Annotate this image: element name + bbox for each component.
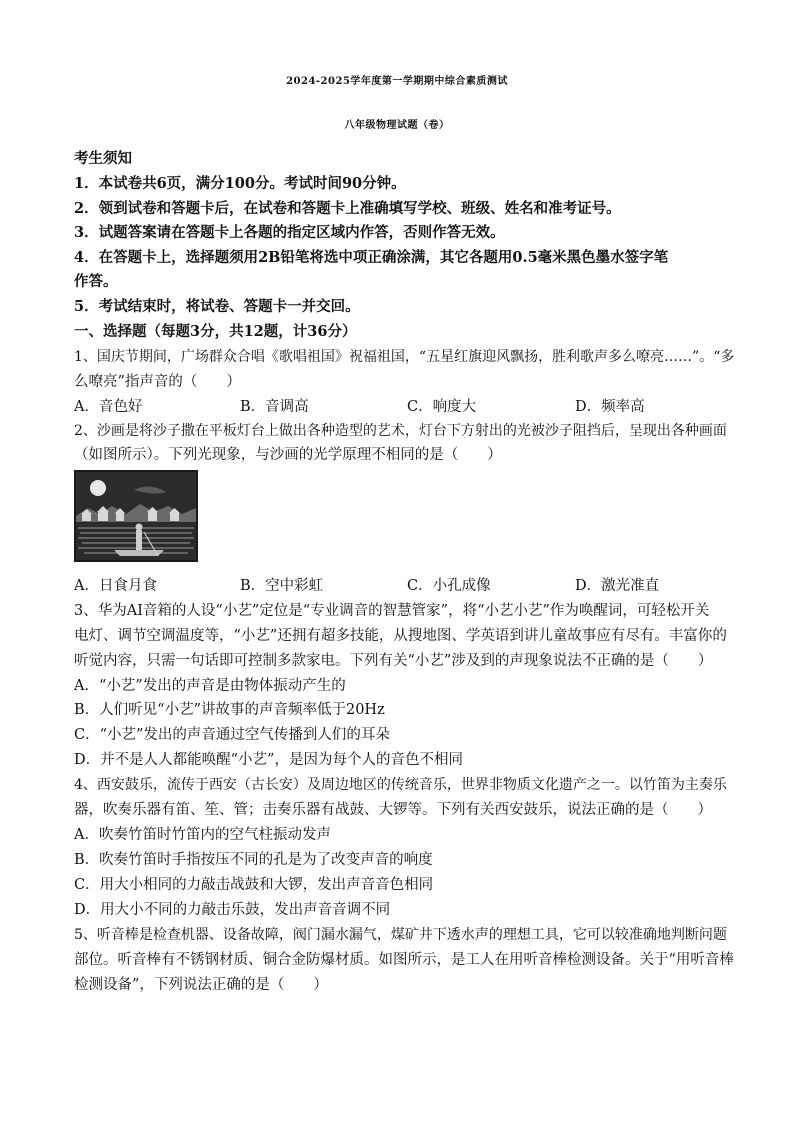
- q2-option-d: D．激光准直: [575, 578, 660, 594]
- q2-option-c: C．小孔成像: [407, 578, 491, 594]
- q2-option-b: B．空中彩虹: [240, 578, 324, 594]
- question-5-line: 5、听音棒是检查机器、设备故障，阀门漏水漏气，煤矿井下透水声的理想工具，它可以较准确地判断问题: [74, 927, 727, 943]
- q3-option-b: B．人们听见“小艺”讲故事的声音频率低于20Hz: [74, 702, 385, 718]
- sand-painting-image: [74, 470, 198, 562]
- question-4-line: 4、西安鼓乐，流传于西安（古长安）及周边地区的传统音乐，世界非物质文化遗产之一。以竹笛为主奏乐: [74, 777, 727, 793]
- question-3-line: 电灯、调节空调温度等，“小艺”还拥有超多技能，从搜地图、学英语到讲儿童故事应有尽有。丰富你的: [74, 628, 727, 644]
- question-1-line: 么嘹亮”指声音的（ ）: [74, 374, 241, 390]
- question-5-line: 检测设备”，下列说法正确的是（ ）: [74, 977, 328, 993]
- q4-option-d: D．用大小不同的力敲击乐鼓，发出声音音调不同: [74, 902, 391, 918]
- exam-title: 2024-2025学年度第一学期期中综合素质测试: [286, 76, 508, 87]
- q1-option-d: D．频率高: [575, 399, 645, 415]
- q1-option-a: A．音色好: [74, 399, 143, 415]
- section-heading: 一、选择题（每题3分，共12题，计36分）: [74, 323, 357, 340]
- exam-subtitle: 八年级物理试题（卷）: [344, 120, 450, 131]
- question-3-line: 3、华为AI音箱的人设“小艺”定位是“专业调音的智慧管家”，将“小艺小艺”作为唤醒词，可轻松开关: [74, 603, 710, 619]
- question-5-line: 部位。听音棒有不锈钢材质、铜合金防爆材质。如图所示，是工人在用听音棒检测设备。关于“用听音棒: [74, 952, 734, 968]
- question-3-line: 听觉内容，只需一句话即可控制多款家电。下列有关“小艺”涉及到的声现象说法不正确的是（ ）: [74, 653, 713, 669]
- question-2-line: 2、沙画是将沙子撒在平板灯台上做出各种造型的艺术，灯台下方射出的光被沙子阻挡后，呈现出各种画面: [74, 423, 727, 439]
- q3-option-a: A．“小艺”发出的声音是由物体振动产生的: [74, 678, 346, 694]
- notice-item: 作答。: [74, 273, 118, 290]
- question-2-line: （如图所示）。下列光现象，与沙画的光学原理不相同的是（ ）: [74, 447, 502, 463]
- notice-item: 4．在答题卡上，选择题须用2B铅笔将选中项正确涂满，其它各题用0.5毫米黑色墨水签字笔: [74, 249, 669, 266]
- q3-option-c: C．“小艺”发出的声音通过空气传播到人们的耳朵: [74, 727, 390, 743]
- notice-item: 3．试题答案请在答题卡上各题的指定区域内作答，否则作答无效。: [74, 224, 505, 241]
- question-4-line: 器，吹奏乐器有笛、笙、管；击奏乐器有战鼓、大锣等。下列有关西安鼓乐，说法正确的是（ ）: [74, 802, 712, 818]
- notice-heading: 考生须知: [74, 150, 132, 167]
- question-1-line: 1、国庆节期间，广场群众合唱《歌唱祖国》祝福祖国，“五星红旗迎风飘扬，胜利歌声多么嘹亮……”。“多: [74, 349, 735, 365]
- q4-option-c: C．用大小相同的力敲击战鼓和大锣，发出声音音色相同: [74, 877, 434, 893]
- notice-item: 5．考试结束时，将试卷、答题卡一并交回。: [74, 298, 360, 315]
- q4-option-a: A．吹奏竹笛时竹笛内的空气柱振动发声: [74, 827, 331, 843]
- q4-option-b: B．吹奏竹笛时手指按压不同的孔是为了改变声音的响度: [74, 852, 433, 868]
- q1-option-c: C．响度大: [407, 399, 477, 415]
- notice-item: 2．领到试卷和答题卡后，在试卷和答题卡上准确填写学校、班级、姓名和准考证号。: [74, 200, 621, 217]
- q2-option-a: A．日食月食: [74, 578, 157, 594]
- notice-item: 1．本试卷共6页，满分100分。考试时间90分钟。: [74, 175, 406, 192]
- q3-option-d: D．并不是人人都能唤醒“小艺”，是因为每个人的音色不相同: [74, 752, 463, 768]
- q1-option-b: B．音调高: [240, 399, 309, 415]
